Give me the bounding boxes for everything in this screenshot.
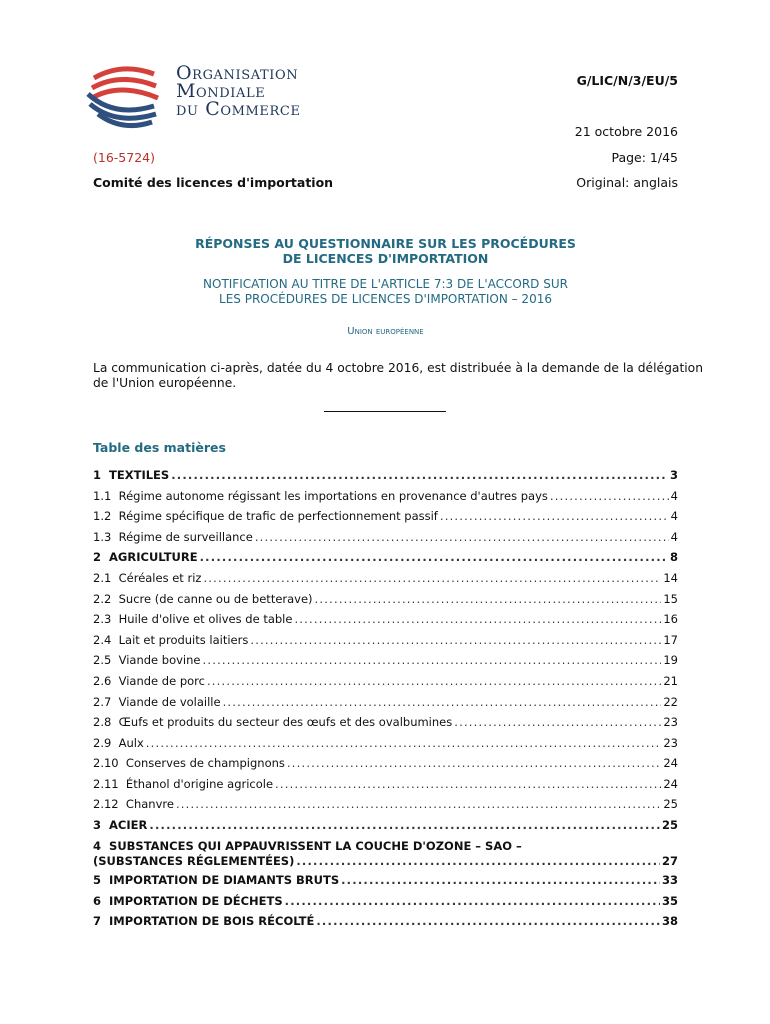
toc-item[interactable]: [93, 797, 678, 811]
subtitle-line-1: NOTIFICATION AU TITRE DE L'ARTICLE 7:3 DE L'ACCORD SUR: [203, 277, 568, 291]
toc-item-page: 24: [663, 777, 678, 791]
toc-item-label: Œufs et produits du secteur des œufs et des ovalbumines: [118, 715, 453, 729]
toc-leader: [285, 894, 660, 908]
toc-item-label: IMPORTATION DE BOIS RÉCOLTÉ: [109, 914, 315, 928]
toc-item-label: Viande de porc: [118, 674, 205, 688]
toc-item-number: 2.1: [93, 571, 112, 585]
toc-item-page: 19: [663, 653, 678, 667]
toc-item-label: IMPORTATION DE DIAMANTS BRUTS: [109, 873, 340, 887]
toc-item-page: 4: [670, 509, 678, 523]
document-title: [93, 236, 678, 266]
toc-item-number: 2.5: [93, 653, 112, 667]
toc-item[interactable]: [93, 653, 678, 667]
toc-item-label: Éthanol d'origine agricole: [125, 777, 274, 791]
toc-item-page: 16: [663, 612, 678, 626]
toc-item-number: 2.2: [93, 592, 112, 606]
toc-item-page: 3: [669, 468, 678, 482]
toc-item-label: SUBSTANCES QUI APPAUVRISSENT LA COUCHE D'OZONE – SAO –: [109, 839, 522, 853]
toc-leader: [341, 873, 660, 887]
toc-leader: [550, 489, 669, 503]
toc-item-page: 23: [663, 715, 678, 729]
toc-item-label: Aulx: [118, 736, 144, 750]
toc-item[interactable]: [93, 736, 678, 750]
toc-item-page: 4: [670, 489, 678, 503]
toc-item[interactable]: [93, 873, 678, 887]
intro-paragraph: [93, 361, 703, 391]
logo-line-3: du Commerce: [176, 98, 301, 120]
toc-item[interactable]: [93, 571, 678, 585]
toc-item-number: 2.10: [93, 756, 119, 770]
toc-item[interactable]: [93, 550, 678, 564]
wto-emblem-icon: [84, 60, 166, 130]
toc-leader: [200, 550, 668, 564]
toc-item[interactable]: [93, 489, 678, 503]
toc-item-label: Huile d'olive et olives de table: [118, 612, 293, 626]
intro-line-2: de l'Union européenne.: [93, 376, 237, 390]
document-date: 21 octobre 2016: [574, 124, 678, 139]
toc-item-page: 24: [663, 756, 678, 770]
toc-leader: [287, 756, 661, 770]
toc-leader: [315, 592, 662, 606]
toc-item-label: Chanvre: [125, 797, 174, 811]
wto-logo: [84, 60, 334, 130]
toc-item[interactable]: [93, 509, 678, 523]
toc-item-number: 2.6: [93, 674, 112, 688]
committee-name: Comité des licences d'importation: [93, 175, 334, 190]
toc-item[interactable]: [93, 674, 678, 688]
toc-item-page: 4: [670, 530, 678, 544]
toc-item-number: 2: [93, 550, 102, 564]
toc-item-number: 2.4: [93, 633, 112, 647]
toc-item-page: 25: [661, 818, 678, 832]
document-symbol: G/LIC/N/3/EU/5: [576, 73, 678, 88]
toc-item-number: 1.3: [93, 530, 112, 544]
toc-item-page: 38: [661, 914, 678, 928]
toc-leader: [316, 914, 660, 928]
toc-item-number: 2.3: [93, 612, 112, 626]
toc-item-label: Viande bovine: [118, 653, 201, 667]
title-line-1: RÉPONSES AU QUESTIONNAIRE SUR LES PROCÉDURES: [195, 236, 576, 251]
toc-item-number: 2.11: [93, 777, 119, 791]
intro-line-1: La communication ci-après, datée du 4 octobre 2016, est distribuée à la demande de la délégation: [93, 361, 703, 375]
toc-item[interactable]: [93, 914, 678, 928]
toc-item-number: 3: [93, 818, 102, 832]
toc-item-label: Sucre (de canne ou de betterave): [118, 592, 313, 606]
toc-item-number: 1.2: [93, 509, 112, 523]
member-name: Union européenne: [347, 326, 424, 337]
toc-leader: [203, 571, 661, 585]
toc-leader: [294, 612, 661, 626]
separator-line: [324, 411, 446, 412]
toc-item-page: 15: [663, 592, 678, 606]
toc-item-continuation[interactable]: [93, 854, 678, 868]
toc-item[interactable]: [93, 777, 678, 791]
document-reference: (16-5724): [93, 150, 155, 165]
toc-item[interactable]: [93, 633, 678, 647]
toc-item[interactable]: [93, 715, 678, 729]
toc-item-number: 2.7: [93, 695, 112, 709]
toc-item-label: AGRICULTURE: [109, 550, 198, 564]
original-language: Original: anglais: [576, 175, 678, 190]
logo-line-1: Organisation: [176, 62, 299, 84]
toc-item[interactable]: [93, 592, 678, 606]
toc-item[interactable]: [93, 612, 678, 626]
page-indicator: Page: 1/45: [611, 150, 678, 165]
toc-item-page: 8: [669, 550, 678, 564]
toc-item-label: IMPORTATION DE DÉCHETS: [109, 894, 283, 908]
toc-item-page: 21: [663, 674, 678, 688]
toc-leader: [171, 468, 668, 482]
toc-item-page: 14: [663, 571, 678, 585]
toc-leader: [203, 653, 662, 667]
title-line-2: DE LICENCES D'IMPORTATION: [282, 251, 489, 266]
toc-item[interactable]: [93, 894, 678, 908]
toc-item-number: 2.8: [93, 715, 112, 729]
toc-item-label: Viande de volaille: [118, 695, 221, 709]
toc-leader: [207, 674, 661, 688]
toc-item-label: Lait et produits laitiers: [118, 633, 249, 647]
document-subtitle: [93, 277, 678, 307]
toc-item-label: Régime spécifique de trafic de perfectionnement passif: [118, 509, 438, 523]
toc-item-number: 5: [93, 873, 102, 887]
toc-item-page: 17: [663, 633, 678, 647]
toc-item-page: 23: [663, 736, 678, 750]
toc-item-number: 2.9: [93, 736, 112, 750]
toc-item-number: 1.1: [93, 489, 112, 503]
toc-item[interactable]: [93, 756, 678, 770]
toc-item-page: 25: [663, 797, 678, 811]
toc-item-label: TEXTILES: [109, 468, 170, 482]
subtitle-line-2: LES PROCÉDURES DE LICENCES D'IMPORTATION – 2016: [219, 292, 552, 306]
toc-leader: [255, 530, 669, 544]
toc-item-label: Régime autonome régissant les importations en provenance d'autres pays: [118, 489, 548, 503]
toc-item-number: 6: [93, 894, 102, 908]
toc-item-label: Céréales et riz: [118, 571, 202, 585]
toc-item-page: 22: [663, 695, 678, 709]
toc-item-label: Régime de surveillance: [118, 530, 253, 544]
toc-leader: [275, 777, 661, 791]
toc-leader: [176, 797, 661, 811]
logo-line-2: Mondiale: [176, 80, 266, 102]
toc-leader: [454, 715, 661, 729]
toc-leader: [296, 854, 660, 868]
toc-leader: [146, 736, 662, 750]
toc-item-number: 2.12: [93, 797, 119, 811]
toc-item[interactable]: [93, 839, 678, 853]
toc-item-label: Conserves de champignons: [125, 756, 285, 770]
toc-item-page: 33: [661, 873, 678, 887]
toc-leader: [223, 695, 662, 709]
toc-item[interactable]: [93, 468, 678, 482]
toc-leader: [149, 818, 660, 832]
toc-item-page: 27: [661, 854, 678, 868]
toc-heading: Table des matières: [93, 440, 226, 455]
toc-item-label: ACIER: [109, 818, 148, 832]
toc-item[interactable]: [93, 818, 678, 832]
toc-leader: [440, 509, 669, 523]
toc-item-page: 35: [661, 894, 678, 908]
toc-item[interactable]: [93, 530, 678, 544]
toc-item[interactable]: [93, 695, 678, 709]
toc-item-number: 1: [93, 468, 102, 482]
toc-item-label: (SUBSTANCES RÉGLEMENTÉES): [93, 854, 295, 868]
toc-item-number: 7: [93, 914, 102, 928]
toc-leader: [250, 633, 661, 647]
toc-item-number: 4: [93, 839, 102, 853]
